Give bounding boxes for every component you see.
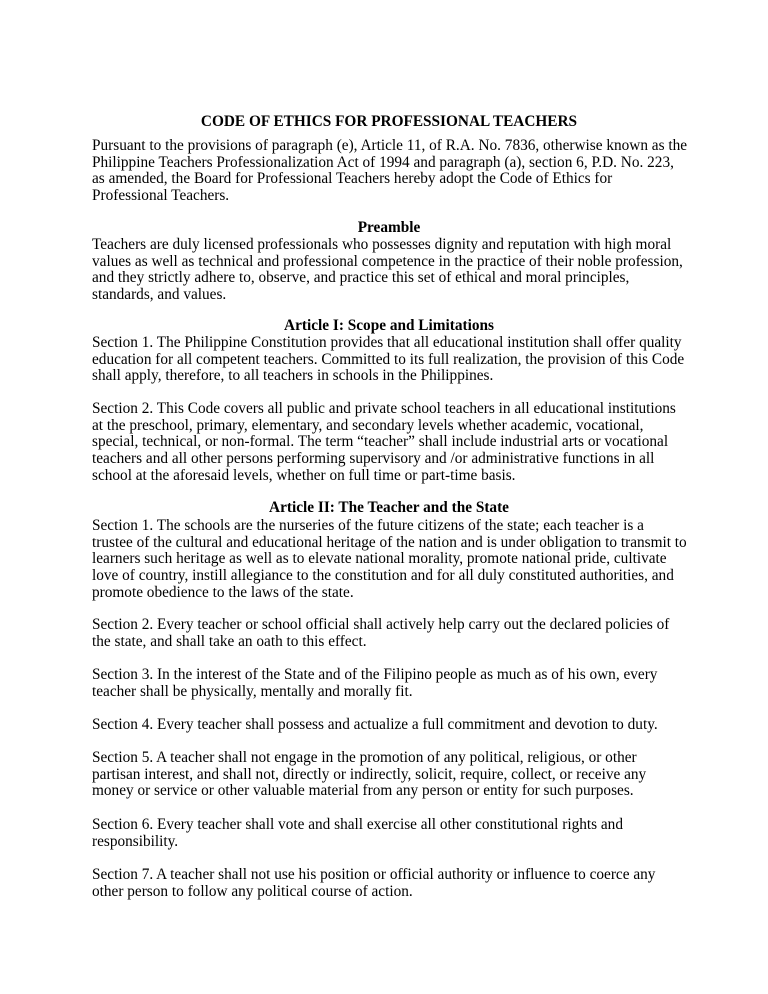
text-line: learners such heritage as well as to elevate national morality, promote national pride, cultivate xyxy=(92,550,667,568)
article-1-section-1 xyxy=(92,335,686,385)
text-line: responsibility. xyxy=(92,832,179,850)
text-line: promote obedience to the laws of the state. xyxy=(92,583,354,601)
text-line: love of country, instill allegiance to the constitution and for all duly constituted authorities, and xyxy=(92,567,674,585)
article-2-section-7 xyxy=(92,867,686,900)
text-line: the state, and shall take an oath to this effect. xyxy=(92,632,367,650)
text-line: other person to follow any political course of action. xyxy=(92,882,413,900)
text-line: Section 2. This Code covers all public and private school teachers in all educational institutions xyxy=(92,400,676,417)
text-line: school at the aforesaid levels, whether on full time or part-time basis. xyxy=(92,466,516,484)
text-line: Section 1. The Philippine Constitution provides that all educational institution shall offer quality xyxy=(92,334,682,351)
text-line: Section 1. The schools are the nurseries of the future citizens of the state; each teacher is a xyxy=(92,517,644,534)
document-title: CODE OF ETHICS FOR PROFESSIONAL TEACHERS xyxy=(200,113,578,130)
text-line: Section 6. Every teacher shall vote and shall exercise all other constitutional rights and xyxy=(92,816,623,833)
text-line: teacher shall be physically, mentally and morally fit. xyxy=(92,682,413,700)
text-line: as amended, the Board for Professional Teachers hereby adopt the Code of Ethics for xyxy=(92,170,613,188)
text-line: trustee of the cultural and educational heritage of the nation and is under obligation to transmit to xyxy=(92,533,687,551)
preamble-heading: Preamble xyxy=(357,219,421,236)
article-2-section-3 xyxy=(92,667,686,700)
article-2-section-5 xyxy=(92,750,686,800)
article-1-section-2 xyxy=(92,401,686,485)
text-line: standards, and values. xyxy=(92,286,227,304)
text-line: at the preschool, primary, elementary, and secondary levels whether academic, vocational, xyxy=(92,416,644,434)
text-line: special, technical, or non-formal. The term “teacher” shall include industrial arts or vocational xyxy=(92,433,669,451)
text-line: Professional Teachers. xyxy=(92,187,230,205)
article-2-section-4 xyxy=(92,717,686,734)
text-line: Section 7. A teacher shall not use his position or official authority or influence to coerce any xyxy=(92,866,656,883)
text-line: shall apply, therefore, to all teachers in schools in the Philippines. xyxy=(92,367,494,385)
text-line: teachers and all other persons performing supervisory and /or administrative functions in all xyxy=(92,450,655,468)
text-line: Section 5. A teacher shall not engage in the promotion of any political, religious, or other xyxy=(92,749,637,766)
article-2-section-1 xyxy=(92,518,686,602)
article-2-heading: Article II: The Teacher and the State xyxy=(269,499,509,516)
text-line: and they strictly adhere to, observe, and practice this set of ethical and moral principles, xyxy=(92,269,630,287)
text-line: Teachers are duly licensed professionals who possesses dignity and reputation with high moral xyxy=(92,236,672,253)
intro-paragraph xyxy=(92,138,686,205)
text-line: money or service or other valuable material from any person or entity for such purposes. xyxy=(92,782,634,800)
text-line: partisan interest, and shall not, directly or indirectly, solicit, require, collect, or receive any xyxy=(92,765,647,783)
text-line: Pursuant to the provisions of paragraph (e), Article 11, of R.A. No. 7836, otherwise known as the xyxy=(92,137,688,154)
text-line: values as well as technical and professional competence in the practice of their noble profession, xyxy=(92,252,683,270)
text-line: Section 4. Every teacher shall possess and actualize a full commitment and devotion to duty. xyxy=(92,716,658,733)
article-2-section-6 xyxy=(92,817,686,850)
preamble-paragraph xyxy=(92,237,686,304)
text-line: Philippine Teachers Professionalization Act of 1994 and paragraph (a), section 6, P.D. No. 223, xyxy=(92,153,674,171)
article-1-heading: Article I: Scope and Limitations xyxy=(284,317,494,334)
text-line: education for all competent teachers. Committed to its full realization, the provision of this Code xyxy=(92,350,685,368)
text-line: Section 2. Every teacher or school official shall actively help carry out the declared policies of xyxy=(92,616,670,633)
text-line: Section 3. In the interest of the State and of the Filipino people as much as of his own, every xyxy=(92,666,658,683)
article-2-section-2 xyxy=(92,617,686,650)
